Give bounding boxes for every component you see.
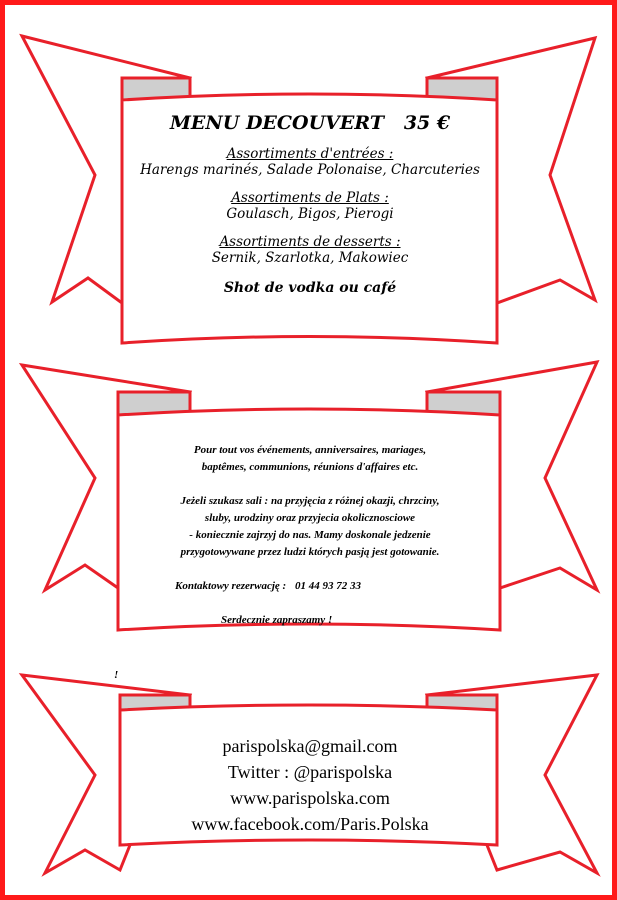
section-heading-desserts: Assortiments de desserts : [219,234,401,250]
phone-number[interactable]: 01 44 93 72 33 [294,580,361,592]
section-items-entrees: Harengs marinés, Salade Polonaise, Charcuteries [140,162,480,178]
stray-mark: ! [114,669,119,681]
info-pl-line2: sluby, urodziny oraz przyjecia okolicznosciowe [204,512,416,524]
info-fr-line2: baptêmes, communions, réunions d'affaires etc. [201,461,419,473]
email-link[interactable]: parispolska@gmail.com [222,736,398,756]
info-block [125,442,495,629]
info-pl-line1: Jeżeli szukasz sali : na przyjęcia z różnej okazji, chrzciny, [180,495,440,507]
menu-block [125,112,495,296]
info-pl-line3: - koniecznie zajrzyj do nas. Mamy doskonale jedzenie [189,529,431,541]
menu-extra: Shot de vodka ou café [223,280,397,296]
reservation-line [125,578,495,595]
facebook-link[interactable]: www.facebook.com/Paris.Polska [191,814,429,834]
section-items-desserts: Sernik, Szarlotka, Makowiec [211,250,409,266]
menu-title: MENU DECOUVERT 35 € [169,112,451,134]
info-fr-line1: Pour tout vos événements, anniversaires, mariages, [193,444,427,456]
section-items-plats: Goulasch, Bigos, Pierogi [226,206,394,222]
info-pl-line4: przygotowywane przez ludzi których pasją jest gotowanie. [180,546,440,558]
closing-text: Serdecznie zapraszamy ! [221,614,333,626]
contact-block [125,733,495,837]
section-heading-entrees: Assortiments d'entrées : [226,146,394,162]
reservation-label: Kontaktowy rezerwację : [175,580,287,592]
section-heading-plats: Assortiments de Plats : [231,190,389,206]
website-link[interactable]: www.parispolska.com [230,788,390,808]
twitter-link[interactable]: Twitter : @parispolska [227,762,393,782]
